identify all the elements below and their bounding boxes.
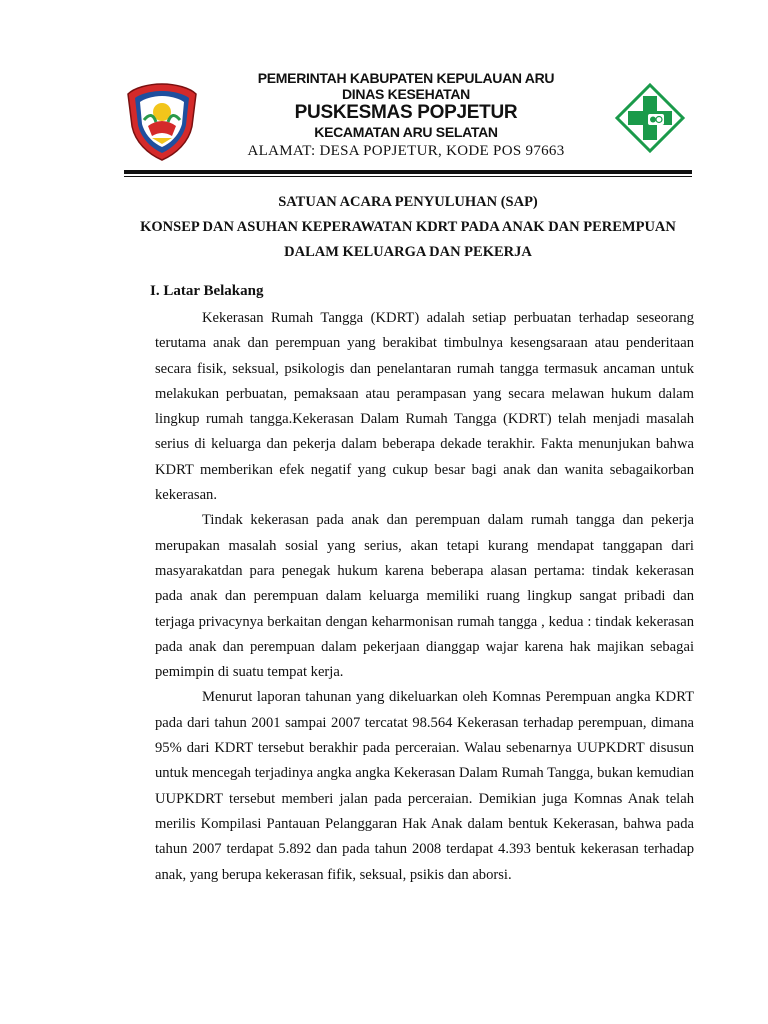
- paragraph: Tindak kekerasan pada anak dan perempuan dalam rumah tangga dan pekerja merupakan masalah sosial yang serius, akan tetapi kurang mendapat tanggapan dari masyarakatdan para penegak hukum karena beberapa alasan pertama: tindak kekerasan pada anak dan perempuan dalam keluarga memiliki ruang lingkup sangat pribadi dan terjaga privacynya berkaitan dengan keharmonisan rumah tangga , kedua : tindak kekerasan pada anak dan perempuan dalam pekerjaan dianggap wajar karena hak majikan sebagai pemimpin di suatu tempat kerja.: [155, 512, 694, 681]
- puskesmas-name: PUSKESMAS POPJETUR: [294, 102, 518, 123]
- government-name: PEMERINTAH KABUPATEN KEPULAUAN ARU: [257, 70, 555, 86]
- body-text: [155, 306, 694, 888]
- paragraph: Kekerasan Rumah Tangga (KDRT) adalah setiap perbuatan terhadap seseorang terutama anak dan perempuan yang berakibat timbulnya kesengsaraan atau penderitaan secara fisik, seksual, psikologis dan penelantaran rumah tangga termasuk ancaman untuk melakukan perbuatan, pemaksaan atau perampasan yang secara melawan hukum dalam lingkup rumah tangga.Kekerasan Dalam Rumah Tangga (KDRT) telah menjadi masalah serius di keluarga dan pekerja dalam beberapa dekade terakhir. Fakta menunjukan bahwa KDRT memberikan efek negatif yang cukup besar bagi anak dan wanita sebagaikorban kekerasan.: [155, 310, 694, 504]
- regency-emblem-icon: [126, 82, 198, 162]
- district-name: KECAMATAN ARU SELATAN: [314, 124, 498, 140]
- puskesmas-cross-icon: [614, 82, 686, 154]
- document-titles: [100, 190, 716, 265]
- department-name: DINAS KESEHATAN: [342, 86, 470, 102]
- letterhead-divider: [124, 170, 692, 174]
- paragraph: Menurut laporan tahunan yang dikeluarkan oleh Komnas Perempuan angka KDRT pada dari tahun 2001 sampai 2007 tercatat 98.564 Kekerasan terhadap perempuan, dimana 95% dari KDRT tersebut berakhir pada perceraian. Walau sebenarnya UUPKDRT disusun untuk mencegah terjadinya angka angka Kekerasan Dalam Rumah Tangga, bukan kemudian UUPKDRT tersebut memberi jalan pada perceraian. Demikian juga Komnas Anak telah merilis Kompilasi Pantauan Pelanggaran Hak Anak dalam bentuk Kekerasan, bahwa pada tahun 2007 terdapat 5.892 dan pada tahun 2008 terdapat 4.393 bentuk kekerasan terhadap anak, yang berupa kekerasan fifik, seksual, psikis dan aborsi.: [155, 689, 694, 883]
- address-line: ALAMAT: DESA POPJETUR, KODE POS 97663: [247, 143, 565, 159]
- document-subtitle-line1: KONSEP DAN ASUHAN KEPERAWATAN KDRT PADA ANAK DAN PEREMPUAN: [140, 219, 676, 235]
- document-title: SATUAN ACARA PENYULUHAN (SAP): [278, 194, 538, 210]
- section-heading: I. Latar Belakang: [150, 283, 264, 299]
- letterhead: [200, 70, 612, 161]
- letterhead-divider-thin: [124, 176, 692, 177]
- document-subtitle-line2: DALAM KELUARGA DAN PEKERJA: [284, 244, 532, 260]
